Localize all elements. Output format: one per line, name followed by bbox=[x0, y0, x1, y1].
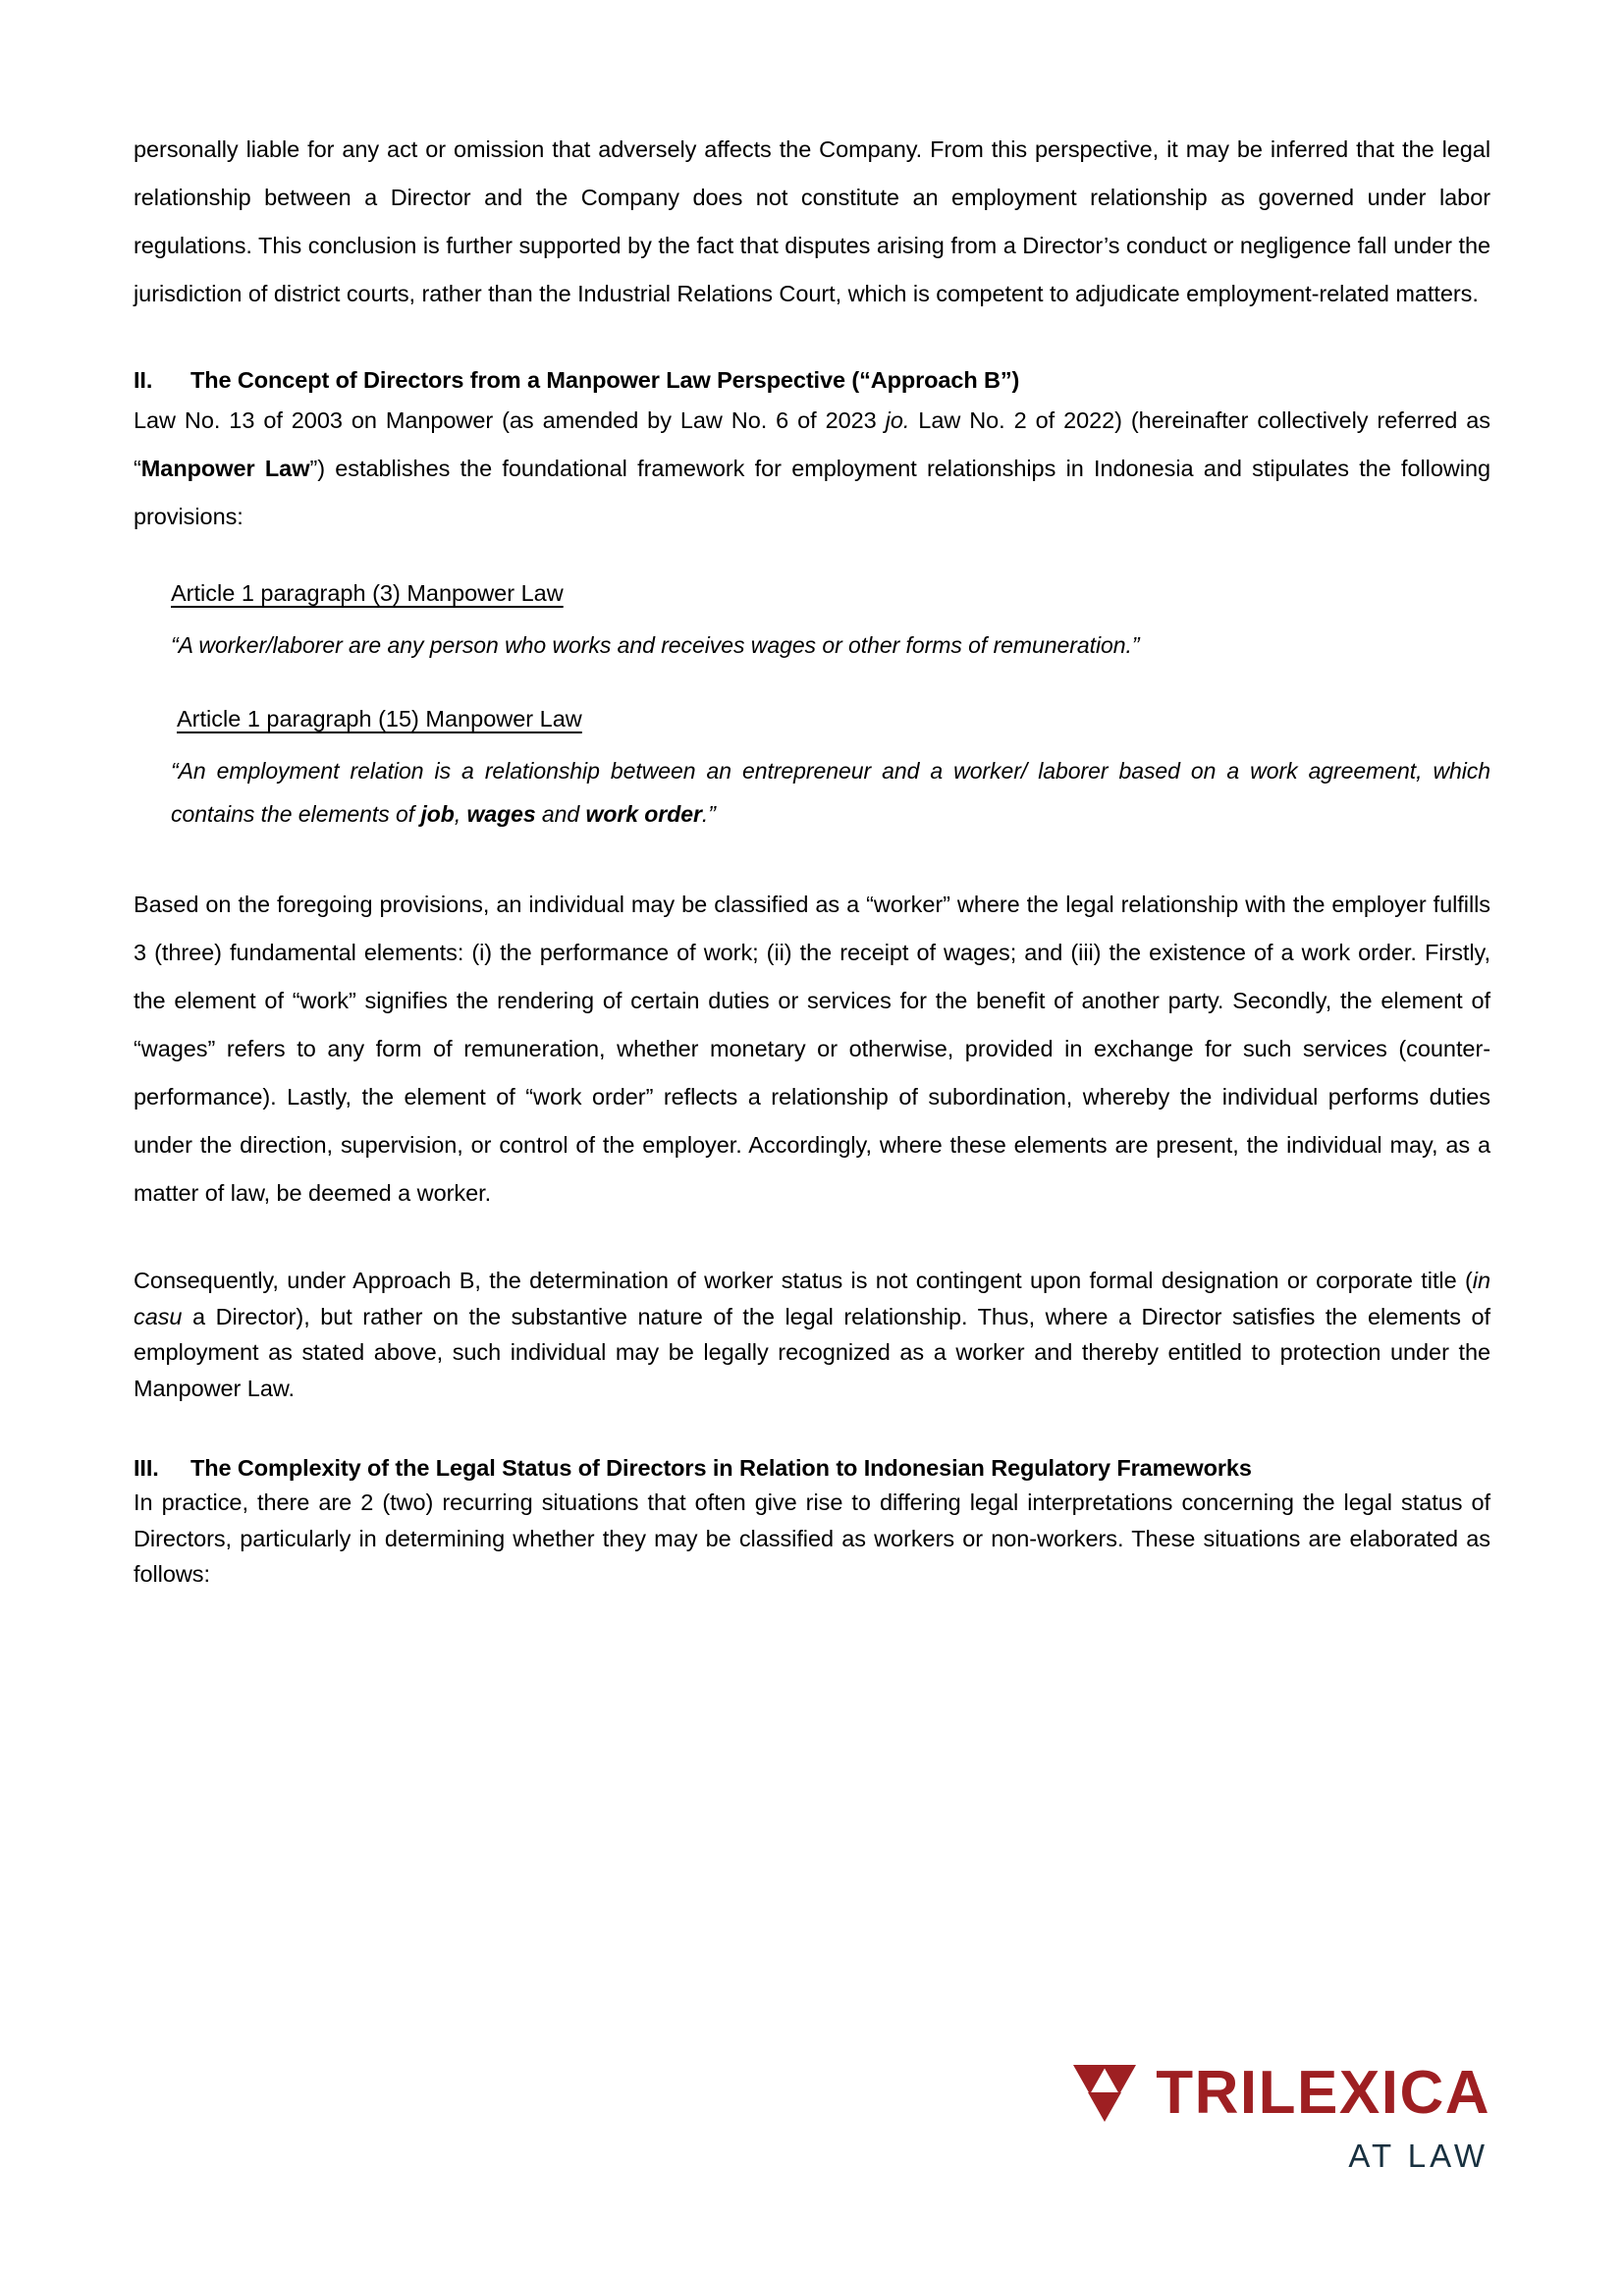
triple-triangle-icon bbox=[1073, 2065, 1136, 2122]
section-two-intro-paragraph bbox=[134, 397, 1490, 541]
logo-tagline: AT LAW bbox=[1348, 2138, 1489, 2174]
section-heading-two bbox=[134, 363, 1490, 397]
conclusion-text-a: Consequently, under Approach B, the determination of worker status is not contingent upon formal designation or corporate title ( bbox=[134, 1268, 1473, 1293]
intro-bold-manpower-law: Manpower Law bbox=[140, 456, 310, 481]
spacer bbox=[134, 1406, 1490, 1451]
quote-block-article-3 bbox=[171, 576, 1490, 667]
intro-text-c: ”) establishes the foundational framework for employment relationships in Indonesia and stipulates the following provisions: bbox=[134, 456, 1491, 529]
quote-block-article-15 bbox=[171, 702, 1490, 836]
section-heading-three bbox=[134, 1451, 1490, 1485]
spacer bbox=[134, 836, 1490, 881]
conclusion-paragraph bbox=[134, 1263, 1490, 1406]
quote-heading-article-3: Article 1 paragraph (3) Manpower Law bbox=[171, 580, 564, 606]
triangle-icon-bottom bbox=[1088, 2092, 1121, 2122]
spacer bbox=[134, 667, 1490, 702]
spacer bbox=[134, 318, 1490, 363]
quote-bold-work-order: work order bbox=[585, 801, 702, 827]
conclusion-italic-in-casu: in casu bbox=[134, 1268, 1490, 1329]
section-number-two: II. bbox=[134, 367, 153, 393]
section-three-paragraph: In practice, there are 2 (two) recurring situations that often give rise to differing legal interpretations concerning the legal status of Directors, particularly in determining whether they may be classified as workers or non-workers. These situations are elaborated as follows: bbox=[134, 1489, 1490, 1587]
quote-text-tail: .” bbox=[701, 801, 716, 827]
quote-text-article-15 bbox=[171, 749, 1490, 836]
triangle-icon-left bbox=[1073, 2065, 1107, 2094]
section-number-three: III. bbox=[134, 1455, 159, 1481]
analysis-paragraph: Based on the foregoing provisions, an individual may be classified as a “worker” where the legal relationship with the employer fulfills 3 (three) fundamental elements: (i) the performance of work; (ii) the receipt of wages; and (iii) the existence of a work order. Firstly, the element of “work” signifies the rendering of certain duties or services for the benefit of another party. Secondly, the element of “wages” refers to any form of remuneration, whether monetary or otherwise, provided in exchange for such services (counter-performance). Lastly, the element of “work order” reflects a relationship of subordination, whereby the individual performs duties under the direction, supervision, or control of the employer. Accordingly, where these elements are present, the individual may, as a matter of law, be deemed a worker. bbox=[134, 892, 1490, 1206]
trilexica-logo bbox=[1073, 2059, 1490, 2174]
spacer bbox=[171, 735, 1490, 749]
continuation-paragraph: personally liable for any act or omission that adversely affects the Company. From this perspective, it may be inferred that the legal relationship between a Director and the Company does not constitute an employment relationship as governed under labor regulations. This conclusion is further supported by the fact that disputes arising from a Director’s conduct or negligence fall under the jurisdiction of district courts, rather than the Industrial Relations Court, which is competent to adjudicate employment-related matters. bbox=[134, 136, 1490, 306]
quote-text-article-3: “A worker/laborer are any person who works and receives wages or other forms of remuneration.” bbox=[171, 632, 1140, 658]
intro-italic-jo: jo. bbox=[885, 407, 910, 433]
quote-heading-article-15: Article 1 paragraph (15) Manpower Law bbox=[177, 706, 582, 731]
spacer bbox=[134, 541, 1490, 576]
quote-bold-job: job bbox=[420, 801, 455, 827]
section-title-two: The Concept of Directors from a Manpower Law Perspective (“Approach B”) bbox=[190, 367, 1020, 393]
quote-bold-wages: wages bbox=[466, 801, 536, 827]
quote-text-lead: “An employment relation is a relationship between an entrepreneur and a worker/ laborer based on a work agreement, which contains the elements of bbox=[171, 758, 1490, 827]
triangle-icon-right bbox=[1103, 2065, 1136, 2094]
spacer bbox=[171, 610, 1490, 623]
section-title-three: The Complexity of the Legal Status of Directors in Relation to Indonesian Regulatory Frameworks bbox=[190, 1455, 1252, 1481]
conclusion-text-b: a Director), but rather on the substantive nature of the legal relationship. Thus, where a Director satisfies the elements of employment as stated above, such individual may be legally recognized as a worker and thereby entitled to protection under the Manpower Law. bbox=[134, 1303, 1490, 1401]
page-content bbox=[134, 126, 1490, 1593]
spacer bbox=[134, 1218, 1490, 1263]
quote-joiner-2: and bbox=[535, 801, 586, 827]
intro-text-a: Law No. 13 of 2003 on Manpower (as amended by Law No. 6 of 2023 bbox=[134, 407, 886, 433]
logo-wordmark: TRILEXICA bbox=[1156, 2059, 1490, 2127]
intro-text-b: Law No. 2 of 2022) (hereinafter collectively referred as “ bbox=[134, 407, 1490, 481]
logo-wordmark-row bbox=[1073, 2059, 1490, 2127]
quote-joiner-1: , bbox=[454, 801, 467, 827]
